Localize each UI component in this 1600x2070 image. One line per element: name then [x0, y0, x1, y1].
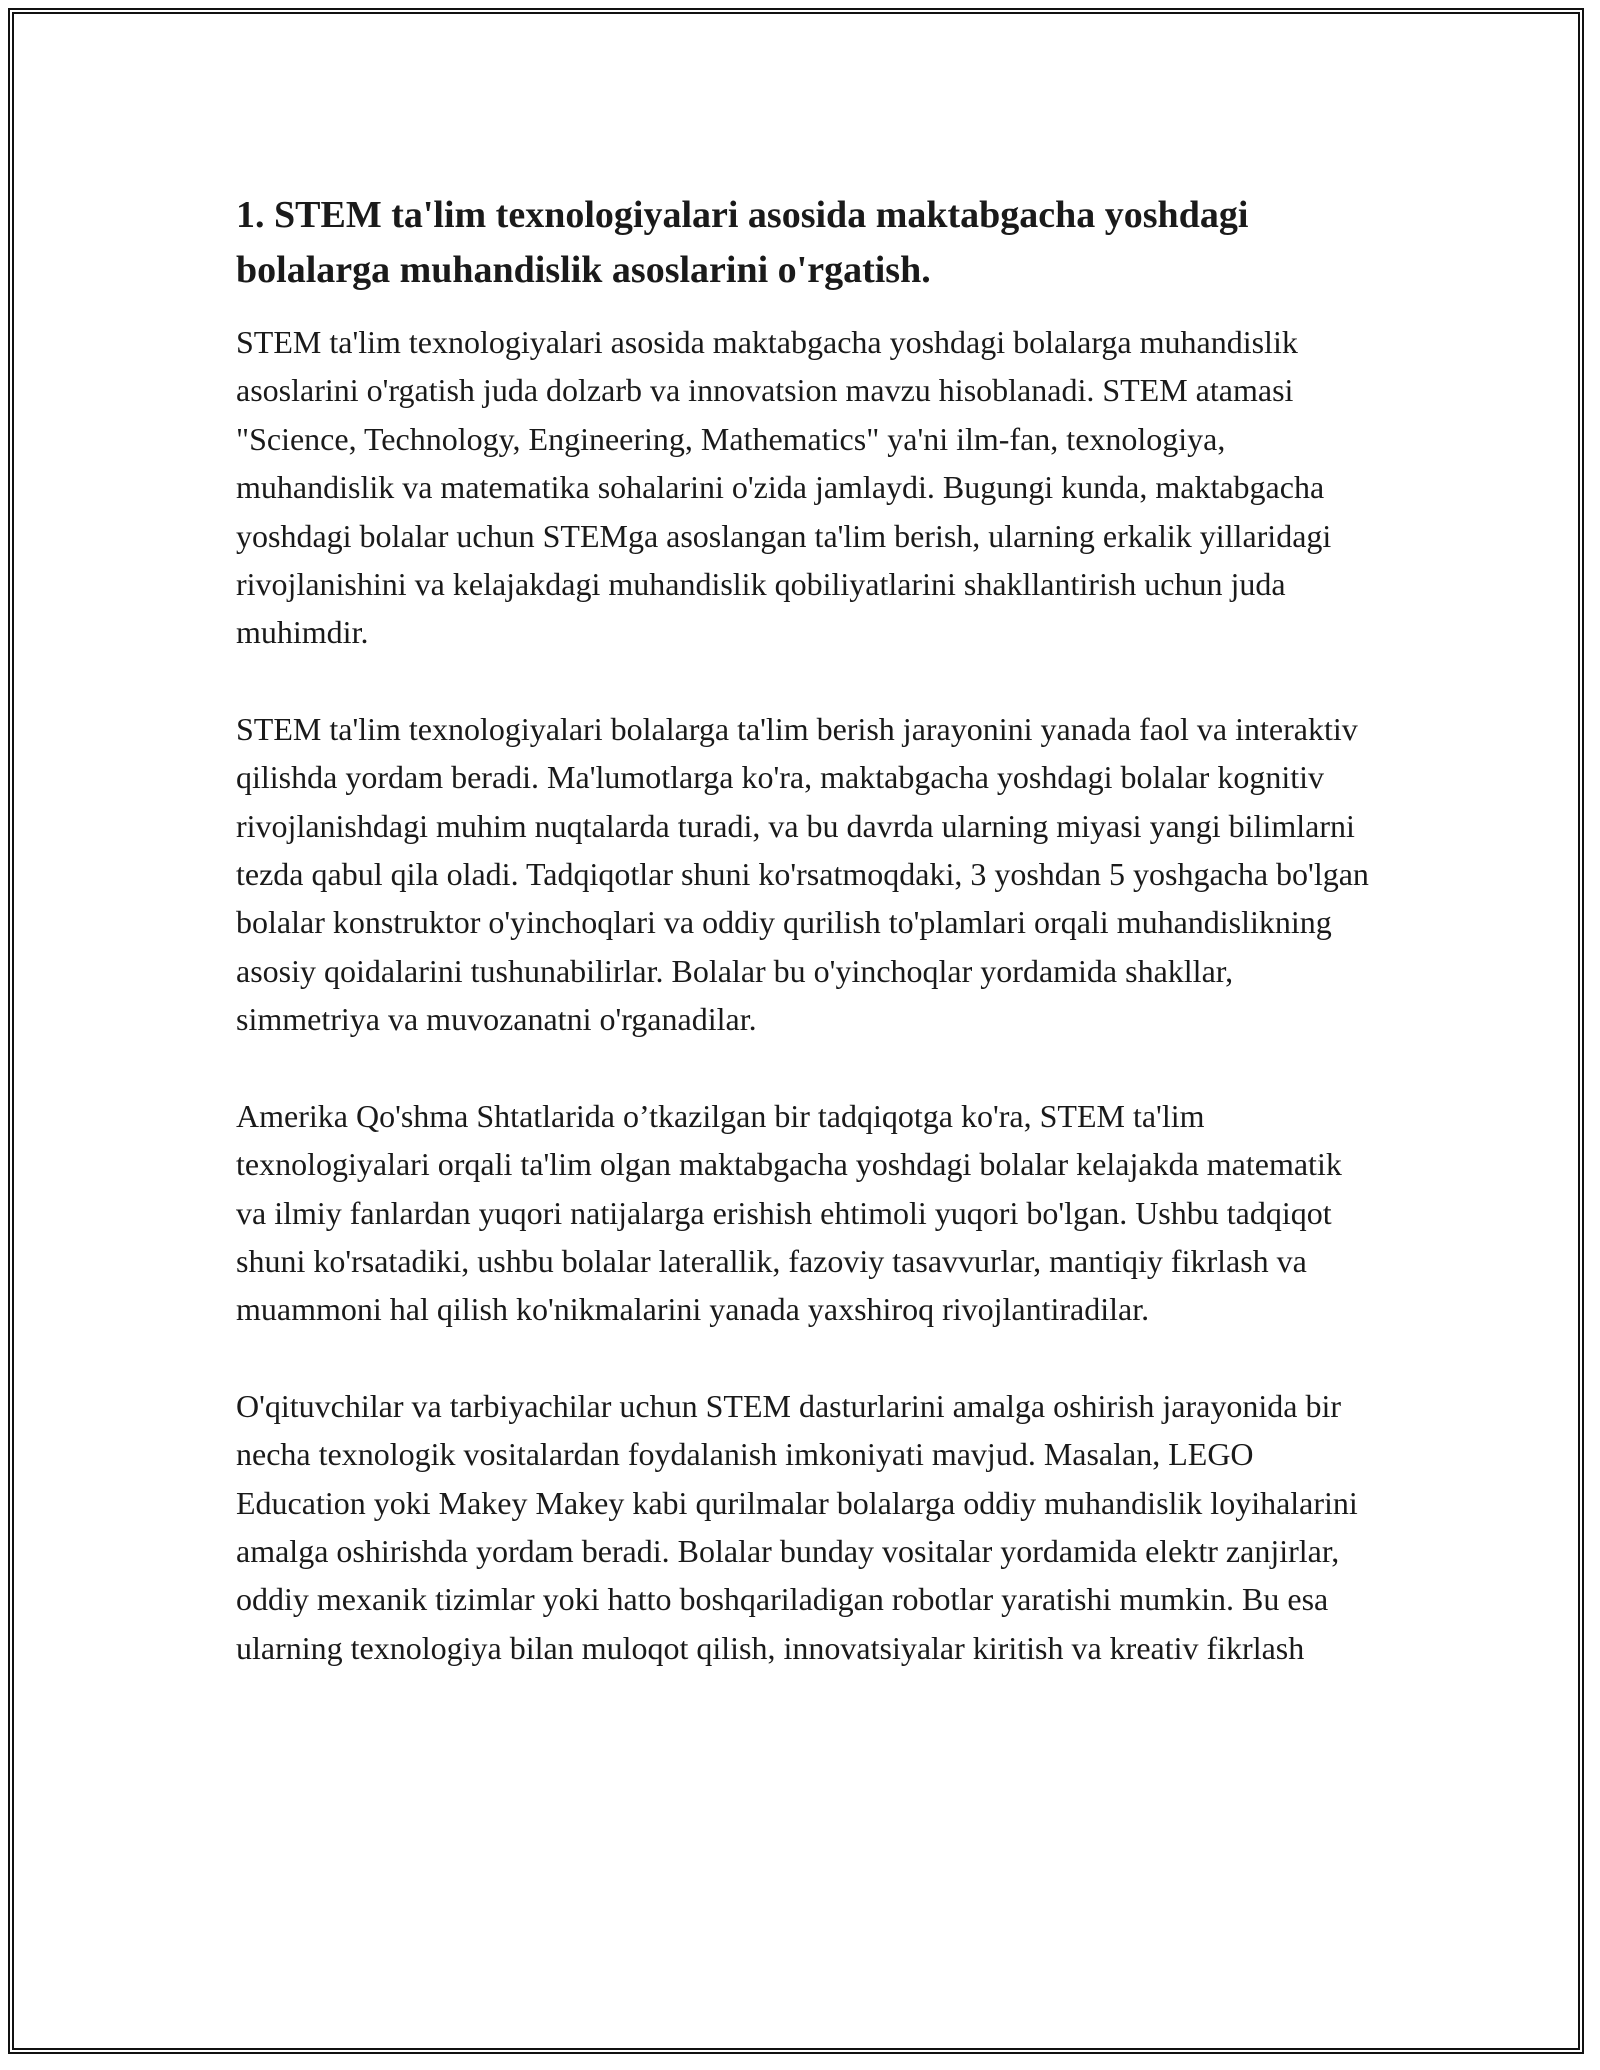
- section-heading: 1. STEM ta'lim texnologiyalari asosida maktabgacha yoshdagi bolalarga muhandislik asoslarini o'rgatish.: [236, 194, 1249, 291]
- paragraph-2: STEM ta'lim texnologiyalari bolalarga ta'lim berish jarayonini yanada faol va interaktiv qilishda yordam beradi. Ma'lumotlarga ko'ra, maktabgacha yoshdagi bolalar kognitiv rivojlanishdagi muhim nuqtalarda turadi, va bu davrda ularning miyasi yangi bilimlarni tezda qabul qila oladi. Tadqiqotlar shuni ko'rsatmoqdaki, 3 yoshdan 5 yoshgacha bo'lgan bolalar konstruktor o'yinchoqlari va oddiy qurilish to'plamlari orqali muhandislikning asosiy qoidalarini tushunabilirlar. Bolalar bu o'yinchoqlar yordamida shakllar, simmetriya va muvozanatni o'rganadilar.: [236, 710, 1369, 1038]
- paragraph-4: O'qituvchilar va tarbiyachilar uchun STEM dasturlarini amalga oshirish jarayonida bir necha texnologik vositalardan foydalanish imkoniyati mavjud. Masalan, LEGO Education yoki Makey Makey kabi qurilmalar bolalarga oddiy muhandislik loyihalarini amalga oshirishda yordam beradi. Bolalar bunday vositalar yordamida elektr zanjirlar, oddiy mexanik tizimlar yoki hatto boshqariladigan robotlar yaratishi mumkin. Bu esa ularning texnologiya bilan muloqot qilish, innovatsiyalar kiritish va kreativ fikrlash: [236, 1387, 1358, 1666]
- paragraph-1: STEM ta'lim texnologiyalari asosida maktabgacha yoshdagi bolalarga muhandislik asoslarini o'rgatish juda dolzarb va innovatsion mavzu hisoblanadi. STEM atamasi "Science, Technology, Engineering, Mathematics" ya'ni ilm-fan, texnologiya, muhandislik va matematika sohalarini o'zida jamlaydi. Bugungi kunda, maktabgacha yoshdagi bolalar uchun STEMga asoslangan ta'lim berish, ularning erkalik yillaridagi rivojlanishini va kelajakdagi muhandislik qobiliyatlarini shakllantirish uchun juda muhimdir.: [236, 324, 1332, 651]
- document-body: [236, 188, 1372, 1720]
- paragraph-3: Amerika Qo'shma Shtatlarida o’tkazilgan bir tadqiqotga ko'ra, STEM ta'lim texnologiyalari orqali ta'lim olgan maktabgacha yoshdagi bolalar kelajakda matematik va ilmiy fanlardan yuqori natijalarga erishish ehtimoli yuqori bo'lgan. Ushbu tadqiqot shuni ko'rsatadiki, ushbu bolalar laterallik, fazoviy tasavvurlar, mantiqiy fikrlash va muammoni hal qilish ko'nikmalarini yanada yaxshiroq rivojlantiradilar.: [236, 1097, 1342, 1328]
